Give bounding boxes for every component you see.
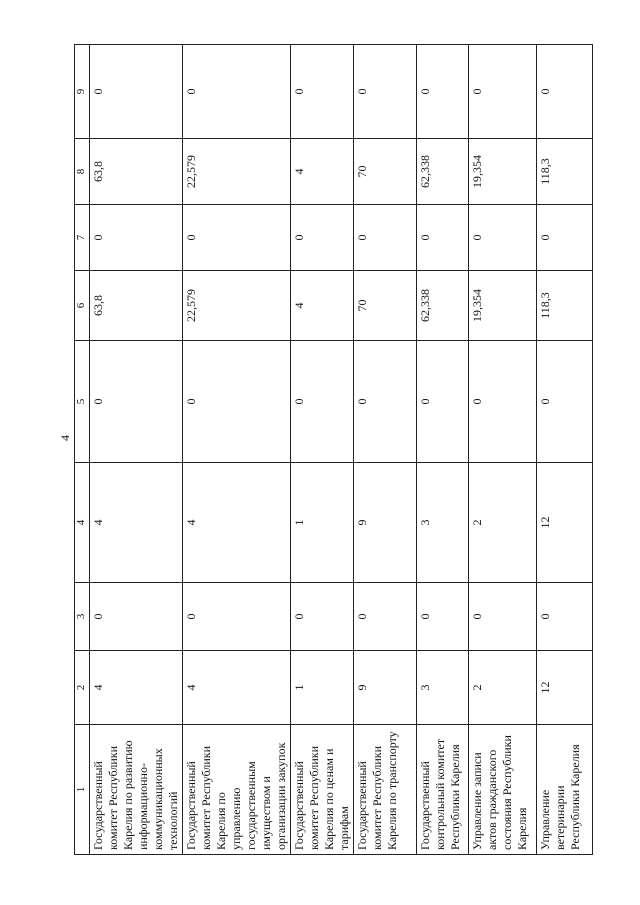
table-cell: 0: [89, 583, 182, 651]
table-cell: 22,579: [182, 139, 290, 205]
table-cell: 0: [416, 45, 468, 139]
table-cell: 9: [353, 651, 416, 725]
table-row: [290, 45, 353, 855]
column-header: 5: [75, 341, 90, 463]
table-cell: 1: [290, 651, 353, 725]
table-cell: 0: [353, 583, 416, 651]
table-cell: 70: [353, 271, 416, 341]
table-cell: 4: [290, 139, 353, 205]
table-cell: 4: [290, 271, 353, 341]
table-cell: 0: [468, 45, 536, 139]
table-cell: 70: [353, 139, 416, 205]
table-row: [353, 45, 416, 855]
table-cell: 0: [416, 341, 468, 463]
agency-name-cell: Государственный комитет Республики Карелия по управлению государственным имуществом и организации закупок: [182, 725, 290, 855]
table-cell: 4: [89, 463, 182, 583]
page-number: 4: [58, 435, 72, 441]
table-cell: 0: [536, 341, 592, 463]
table-header-row: [75, 45, 90, 855]
table-cell: 0: [290, 205, 353, 271]
rotated-table-container: [74, 45, 582, 855]
table-cell: 4: [182, 463, 290, 583]
table-cell: 63,8: [89, 271, 182, 341]
table-cell: 0: [290, 583, 353, 651]
table-cell: 0: [536, 45, 592, 139]
table-cell: 0: [468, 583, 536, 651]
table-cell: 0: [536, 205, 592, 271]
data-table: [74, 44, 593, 855]
agency-name-cell: Управление ветеринарии Республики Карелия: [536, 725, 592, 855]
table-cell: 9: [353, 463, 416, 583]
table-cell: 12: [536, 463, 592, 583]
table-cell: 0: [89, 205, 182, 271]
table-cell: 0: [468, 205, 536, 271]
column-header: 8: [75, 139, 90, 205]
column-header: 1: [75, 725, 90, 855]
table-cell: 0: [182, 583, 290, 651]
table-cell: 3: [416, 651, 468, 725]
table-row: [182, 45, 290, 855]
table-cell: 0: [182, 341, 290, 463]
table-cell: 118,3: [536, 271, 592, 341]
agency-name-cell: Государственный комитет Республики Карелия по ценам и тарифам: [290, 725, 353, 855]
table-cell: 2: [468, 651, 536, 725]
table-cell: 22,579: [182, 271, 290, 341]
table-cell: 0: [468, 341, 536, 463]
table-row: [416, 45, 468, 855]
table-cell: 1: [290, 463, 353, 583]
table-row: [536, 45, 592, 855]
table-row: [89, 45, 182, 855]
agency-name-cell: Государственный контрольный комитет Республики Карелия: [416, 725, 468, 855]
column-header: 4: [75, 463, 90, 583]
table-cell: 2: [468, 463, 536, 583]
column-header: 2: [75, 651, 90, 725]
table-cell: 3: [416, 463, 468, 583]
table-cell: 0: [416, 205, 468, 271]
table-cell: 0: [416, 583, 468, 651]
table-cell: 19,354: [468, 139, 536, 205]
table-cell: 0: [353, 341, 416, 463]
column-header: 7: [75, 205, 90, 271]
table-cell: 4: [182, 651, 290, 725]
table-cell: 63,8: [89, 139, 182, 205]
table-cell: 12: [536, 651, 592, 725]
table-cell: 0: [536, 583, 592, 651]
column-header: 6: [75, 271, 90, 341]
table-cell: 118,3: [536, 139, 592, 205]
column-header: 3: [75, 583, 90, 651]
table-cell: 0: [182, 45, 290, 139]
table-cell: 4: [89, 651, 182, 725]
agency-name-cell: Управление записи актов гражданского состояния Республики Карелия: [468, 725, 536, 855]
table-cell: 0: [89, 45, 182, 139]
table-cell: 0: [290, 341, 353, 463]
table-row: [468, 45, 536, 855]
column-header: 9: [75, 45, 90, 139]
table-cell: 0: [353, 45, 416, 139]
table-cell: 62,338: [416, 139, 468, 205]
agency-name-cell: Государственный комитет Республики Карелия по развитию информационно-коммуникационных технологий: [89, 725, 182, 855]
table-cell: 62,338: [416, 271, 468, 341]
table-cell: 0: [182, 205, 290, 271]
table-cell: 0: [290, 45, 353, 139]
table-cell: 0: [353, 205, 416, 271]
agency-name-cell: Государственный комитет Республики Карелия по транспорту: [353, 725, 416, 855]
table-cell: 0: [89, 341, 182, 463]
table-cell: 19,354: [468, 271, 536, 341]
